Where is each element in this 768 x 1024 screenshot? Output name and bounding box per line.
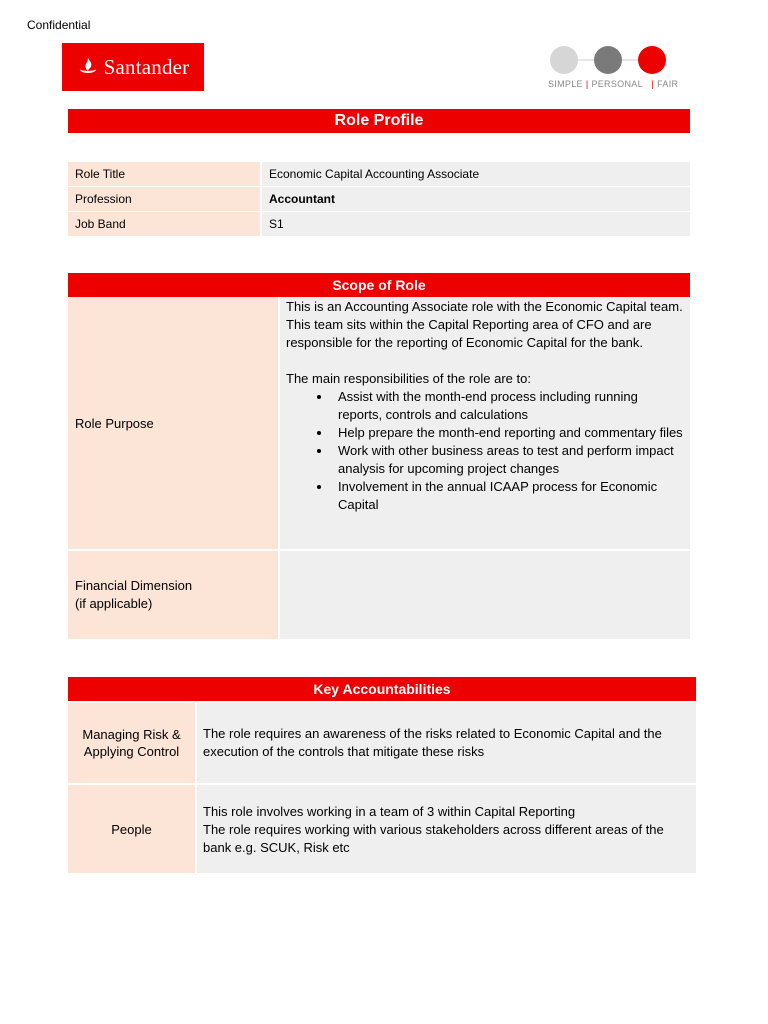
role-purpose-content bbox=[280, 297, 690, 549]
tagline-simple: SIMPLE bbox=[548, 79, 583, 89]
financial-dimension-label bbox=[68, 551, 278, 639]
financial-dimension-value bbox=[280, 551, 690, 639]
santander-flame-icon bbox=[77, 56, 99, 78]
profession-value: Accountant bbox=[260, 187, 690, 212]
risk-label-line1: Managing Risk & bbox=[82, 727, 181, 742]
financial-label-line1: Financial Dimension bbox=[75, 578, 193, 593]
role-title-label: Role Title bbox=[68, 162, 260, 187]
tagline-personal: PERSONAL bbox=[591, 79, 643, 89]
santander-logo bbox=[62, 43, 204, 91]
role-title-value: Economic Capital Accounting Associate bbox=[260, 162, 690, 187]
people-label: People bbox=[68, 785, 195, 873]
table-row bbox=[68, 187, 690, 212]
key-accountabilities-heading: Key Accountabilities bbox=[68, 677, 696, 701]
people-text bbox=[197, 785, 696, 873]
role-info-table bbox=[68, 162, 690, 237]
financial-label-line2: (if applicable) bbox=[75, 596, 153, 611]
list-item: • Help prepare the month-end reporting and commentary files bbox=[332, 424, 684, 442]
list-item: • Involvement in the annual ICAAP process for Economic Capital bbox=[332, 478, 684, 514]
tagline-fair: FAIR bbox=[657, 79, 679, 89]
managing-risk-text: The role requires an awareness of the risks related to Economic Capital and the execution of the controls that mitigate these risks bbox=[197, 703, 696, 783]
profession-label: Profession bbox=[68, 187, 260, 212]
role-purpose-label: Role Purpose bbox=[68, 297, 278, 549]
responsibilities-list bbox=[286, 388, 684, 514]
people-line1: This role involves working in a team of 3 within Capital Reporting bbox=[203, 804, 576, 819]
people-line2: The role requires working with various stakeholders across different areas of the bank e.g. SCUK, Risk etc bbox=[203, 822, 664, 855]
managing-risk-label bbox=[68, 703, 195, 783]
risk-label-line2: Applying Control bbox=[83, 744, 180, 759]
scope-of-role-heading: Scope of Role bbox=[68, 273, 690, 297]
page-title: Role Profile bbox=[68, 109, 690, 133]
list-item: • Work with other business areas to test and perform impact analysis for upcoming project changes bbox=[332, 442, 684, 478]
table-row bbox=[68, 212, 690, 237]
job-band-label: Job Band bbox=[68, 212, 260, 237]
responsibilities-intro: The main responsibilities of the role are to: bbox=[286, 371, 531, 386]
purpose-spacer bbox=[286, 352, 684, 370]
job-band-value: S1 bbox=[260, 212, 690, 237]
purpose-intro: This is an Accounting Associate role with the Economic Capital team. This team sits within the Capital Reporting area of CFO and are responsible for the reporting of Economic Capital for the bank. bbox=[286, 299, 683, 350]
tagline-circles-graphic bbox=[548, 45, 672, 75]
list-item: • Assist with the month-end process including running reports, controls and calculations bbox=[332, 388, 684, 424]
confidential-label: Confidential bbox=[27, 18, 91, 32]
tagline: SIMPLE | PERSONAL | FAIR bbox=[548, 79, 679, 89]
logo-text: Santander bbox=[103, 54, 190, 79]
table-row bbox=[68, 162, 690, 187]
